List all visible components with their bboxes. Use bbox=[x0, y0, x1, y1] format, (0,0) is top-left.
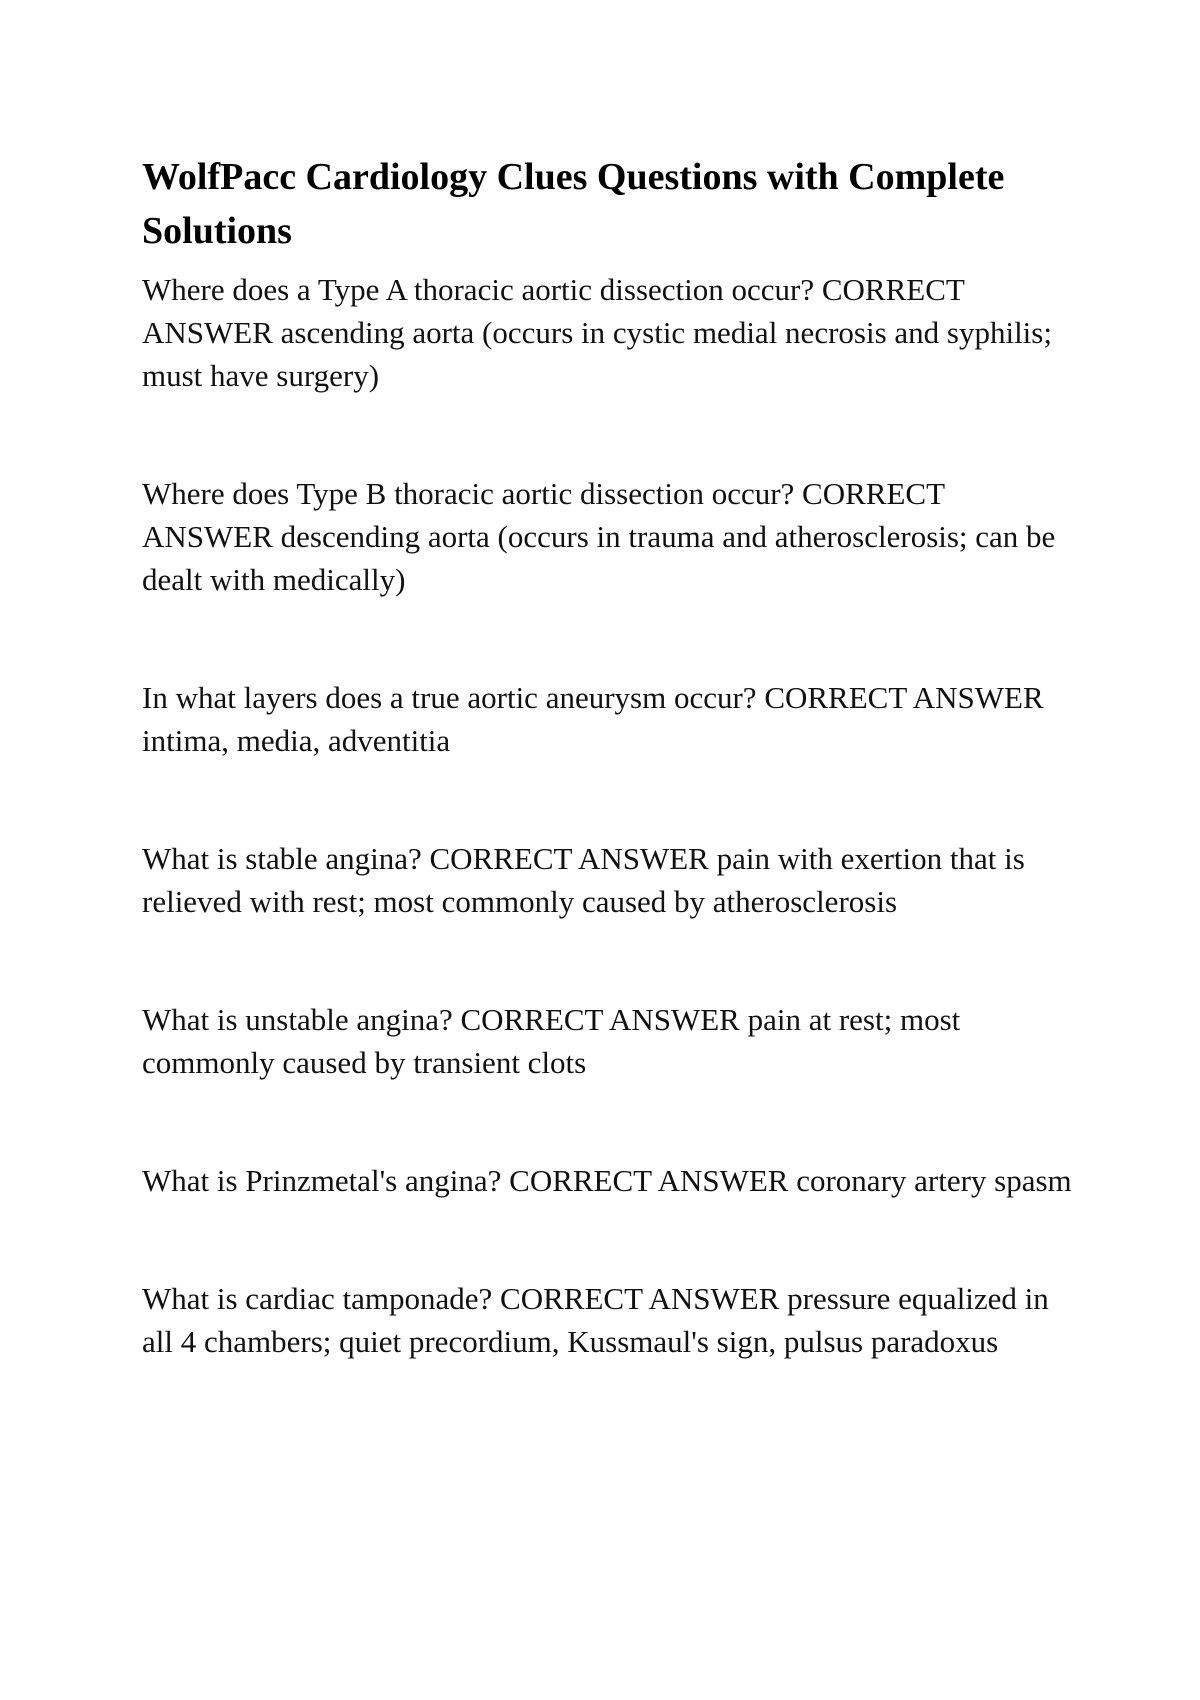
qa-item-unstable-angina: What is unstable angina? CORRECT ANSWER pain at rest; most commonly caused by transient clots bbox=[142, 1002, 961, 1080]
qa-list bbox=[142, 268, 1072, 1363]
qa-item-prinzmetal-angina: What is Prinzmetal's angina? CORRECT ANSWER coronary artery spasm bbox=[142, 1163, 1072, 1198]
qa-item-type-b-dissection: Where does Type B thoracic aortic dissection occur? CORRECT ANSWER descending aorta (occurs in trauma and atherosclerosis; can be dealt with medically) bbox=[142, 476, 1056, 597]
document-content bbox=[142, 150, 1072, 1363]
qa-item-type-a-dissection: Where does a Type A thoracic aortic dissection occur? CORRECT ANSWER ascending aorta (occurs in cystic medial necrosis and syphilis; must have surgery) bbox=[142, 272, 1052, 393]
qa-item-cardiac-tamponade: What is cardiac tamponade? CORRECT ANSWER pressure equalized in all 4 chambers; quiet precordium, Kussmaul's sign, pulsus paradoxus bbox=[142, 1281, 1049, 1359]
qa-item-stable-angina: What is stable angina? CORRECT ANSWER pain with exertion that is relieved with rest; most commonly caused by atherosclerosis bbox=[142, 841, 1025, 919]
qa-item-true-aneurysm-layers: In what layers does a true aortic aneurysm occur? CORRECT ANSWER intima, media, adventitia bbox=[142, 680, 1044, 758]
document-title: WolfPacc Cardiology Clues Questions with Complete Solutions bbox=[142, 156, 1005, 252]
